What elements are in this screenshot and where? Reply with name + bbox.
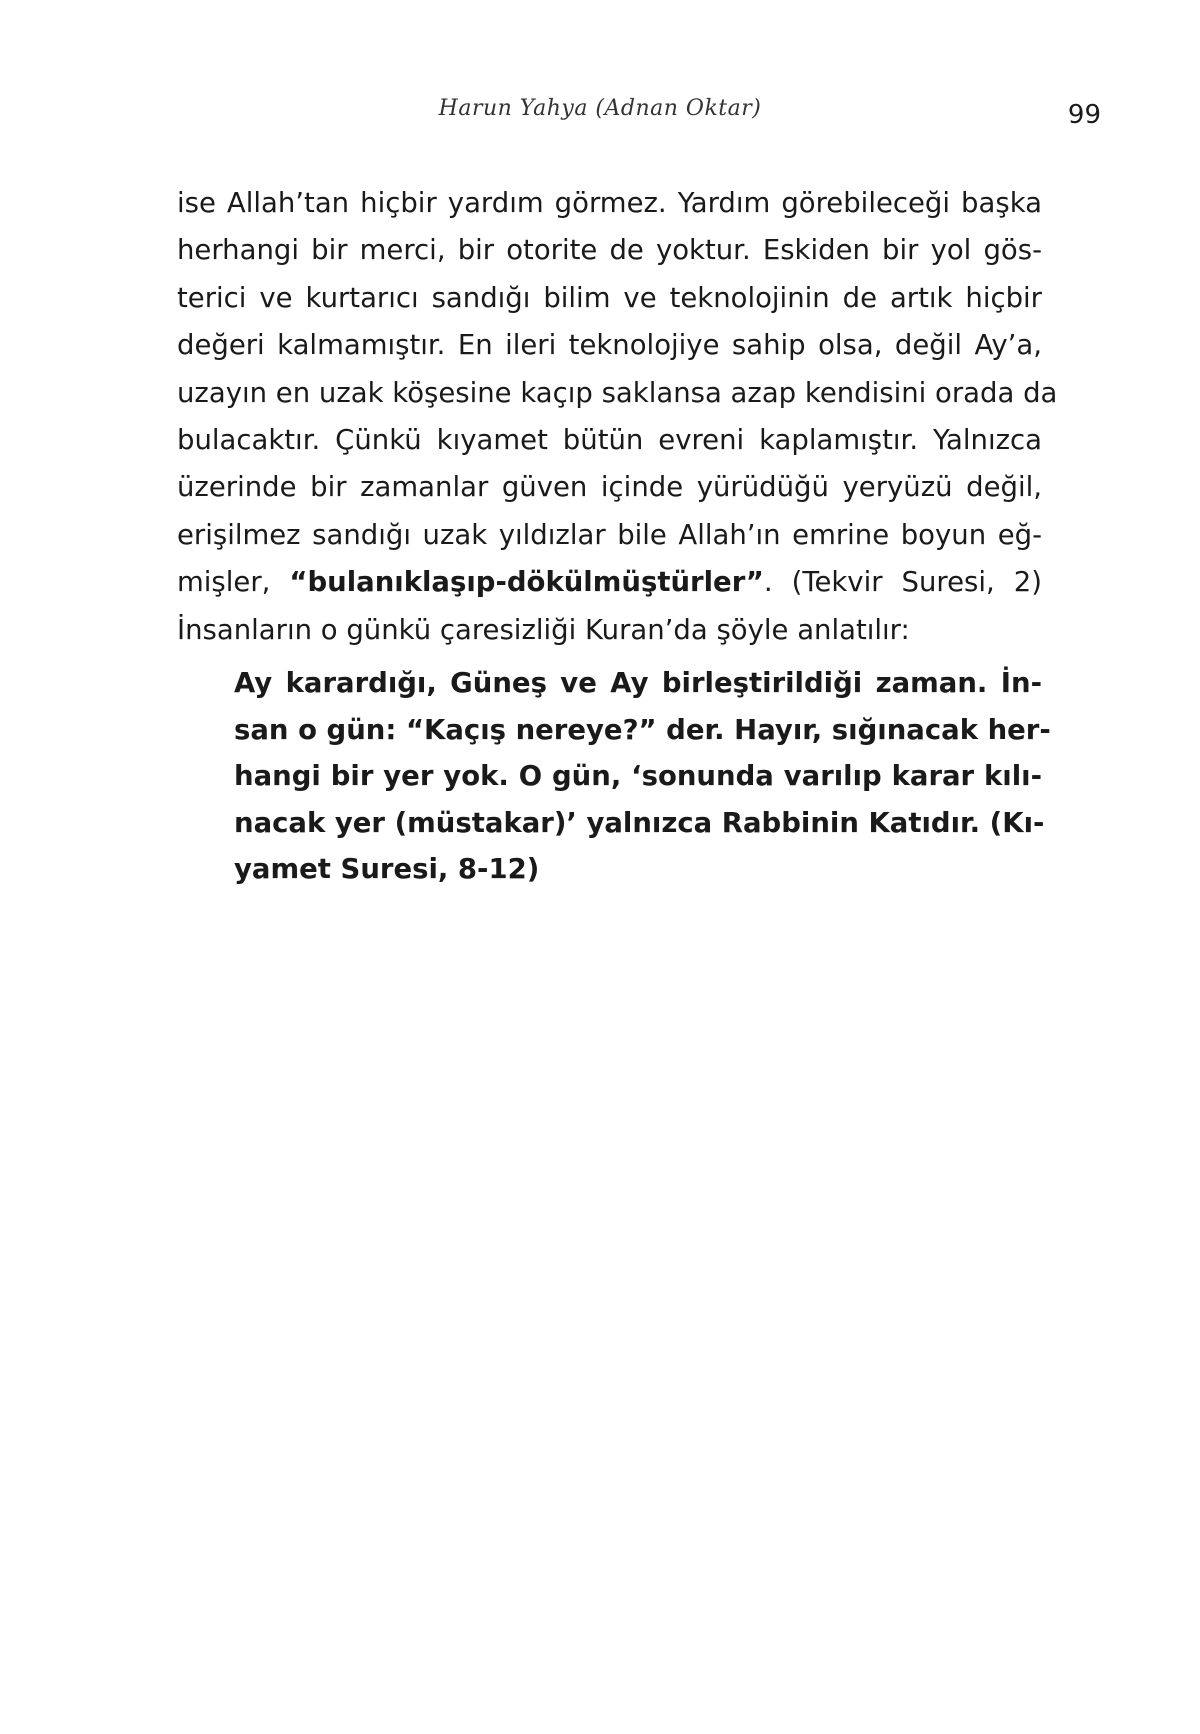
- verse-line: nacak yer (müstakar)’ yalnızca Rabbinin Katıdır. (Kı-: [234, 806, 1045, 839]
- body-line-last: İnsanların o günkü çaresizliği Kuran’da şöyle anlatılır:: [177, 613, 910, 646]
- body-line: herhangi bir merci, bir otorite de yoktur. Eskiden bir yol gös-: [177, 234, 1042, 267]
- body-line: bulacaktır. Çünkü kıyamet bütün evreni kaplamıştır. Yalnızca: [177, 423, 1042, 456]
- body-line: uzayın en uzak köşesine kaçıp saklansa azap kendisini orada da: [177, 376, 1058, 409]
- body-paragraph: [177, 180, 1058, 654]
- page-number: 99: [1067, 100, 1101, 130]
- verse-line: Ay karardığı, Güneş ve Ay birleştirildiği zaman. İn-: [234, 667, 1042, 699]
- body-line: erişilmez sandığı uzak yıldızlar bile Allah’ın emrine boyun eğ-: [177, 518, 1042, 551]
- sura-reference: . (Tekvir Suresi, 2): [763, 566, 1042, 599]
- body-line: üzerinde bir zamanlar güven içinde yürüdüğü yeryüzü değil,: [177, 471, 1042, 504]
- body-line: değeri kalmamıştır. En ileri teknolojiye sahip olsa, değil Ay’a,: [177, 329, 1042, 362]
- verse-reference-line: yamet Suresi, 8-12): [234, 853, 540, 885]
- body-line-9-start: mişler,: [177, 566, 290, 599]
- body-line: ise Allah’tan hiçbir yardım görmez. Yardım görebileceği başka: [177, 187, 1042, 219]
- verse-line: san o gün: “Kaçış nereye?” der. Hayır, sığınacak her-: [234, 713, 1051, 746]
- verse-line: hangi bir yer yok. O gün, ‘sonunda varılıp karar kılı-: [234, 760, 1042, 792]
- emphasized-quote: “bulanıklaşıp-dökülmüştürler”: [289, 566, 764, 599]
- running-head-title: Harun Yahya (Adnan Oktar): [438, 96, 762, 121]
- verse-quote-block: [234, 660, 1051, 893]
- body-line-with-emphasis: [177, 559, 1042, 606]
- body-line: terici ve kurtarıcı sandığı bilim ve teknolojinin de artık hiçbir: [177, 281, 1042, 314]
